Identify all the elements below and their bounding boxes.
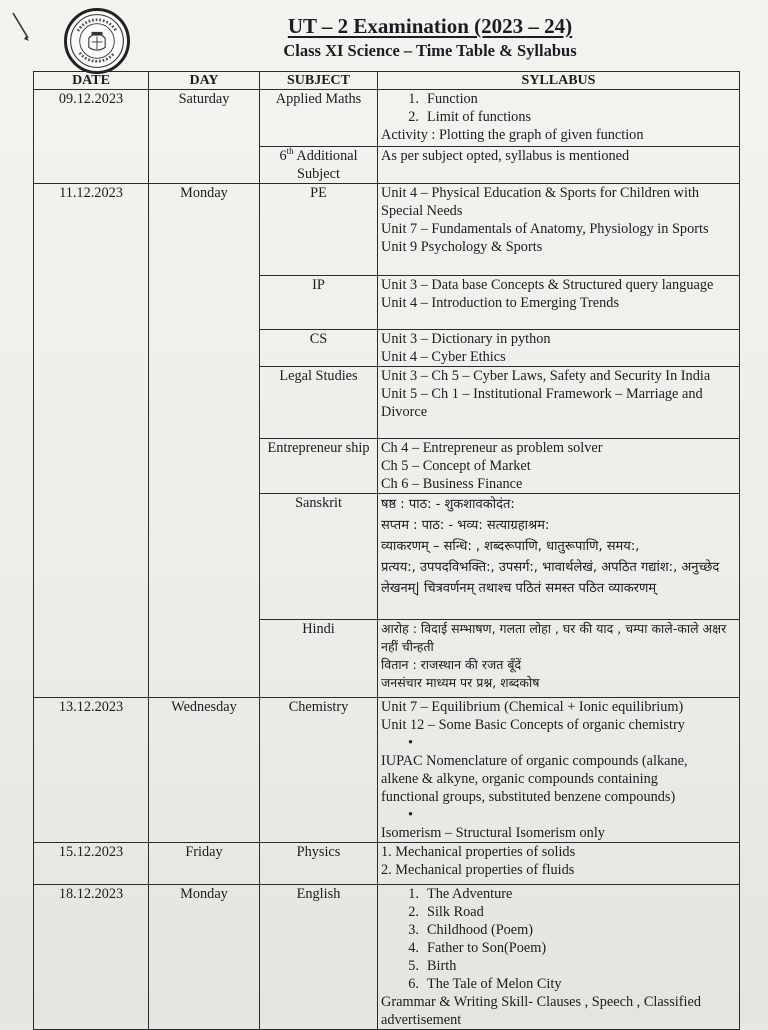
syllabus-item: षष्ठ : पाठ: - शुकशावकोदंत: (381, 497, 515, 512)
item-number: 2. (408, 904, 419, 920)
syllabus-item: व्याकरणम् – सन्धि: , शब्दरूपाणि, धातुरूपाणि, समय:, (381, 539, 640, 554)
table-header-row (34, 72, 740, 90)
item-number: 6. (408, 976, 419, 992)
syllabus-item: Ch 6 – Business Finance (381, 476, 523, 492)
table-row (34, 698, 740, 843)
exam-date: 09.12.2023 (34, 90, 149, 184)
exam-day: Monday (149, 885, 260, 1030)
ordinal-suffix: th (286, 146, 294, 157)
syllabus-item: Ch 5 – Concept of Market (381, 458, 531, 474)
subject-name: Sanskrit (260, 494, 378, 620)
syllabus-cell (378, 439, 740, 494)
syllabus-item: Unit 3 – Dictionary in python (381, 331, 551, 347)
item-text: Childhood (Poem) (427, 922, 534, 938)
syllabus-cell (378, 885, 740, 1030)
syllabus-item (381, 939, 736, 957)
table-row (34, 885, 740, 1030)
syllabus-item: Unit 4 – Physical Education & Sports for Children with Special Needs (381, 185, 700, 219)
item-number: 4. (408, 940, 419, 956)
syllabus-cell (378, 620, 740, 698)
syllabus-item: Unit 12 – Some Basic Concepts of organic chemistry (381, 717, 685, 733)
exam-day: Monday (149, 184, 260, 698)
syllabus-item: Unit 7 – Equilibrium (Chemical + Ionic equilibrium) (381, 699, 684, 715)
subject-name: PE (260, 184, 378, 276)
timetable (33, 71, 740, 1030)
subject-name: Physics (260, 843, 378, 885)
item-text: IUPAC Nomenclature of organic compounds (alkane, alkene & alkyne, organic compounds containing functional groups, substituted benzene compounds) (381, 753, 688, 805)
subject-name: Hindi (260, 620, 378, 698)
item-text: Father to Son(Poem) (427, 940, 547, 956)
syllabus-item (381, 885, 736, 903)
syllabus-item: Unit 4 – Cyber Ethics (381, 349, 506, 365)
syllabus-item (381, 90, 736, 108)
syllabus-item: As per subject opted, syllabus is mentioned (381, 148, 630, 164)
syllabus-item (381, 903, 736, 921)
syllabus-cell (378, 367, 740, 439)
item-text: Isomerism – Structural Isomerism only (381, 825, 605, 841)
table-row (34, 184, 740, 276)
exam-day: Saturday (149, 90, 260, 184)
exam-day: Wednesday (149, 698, 260, 843)
subject-name: Legal Studies (260, 367, 378, 439)
item-text: The Adventure (427, 886, 513, 902)
item-text: Birth (427, 958, 457, 974)
exam-date: 11.12.2023 (34, 184, 149, 698)
item-number: 2. (408, 109, 419, 125)
exam-date: 18.12.2023 (34, 885, 149, 1030)
syllabus-cell (378, 494, 740, 620)
item-number: 5. (408, 958, 419, 974)
column-header-day: DAY (149, 72, 260, 90)
syllabus-item (381, 734, 736, 806)
syllabus-item (381, 806, 736, 842)
syllabus-item: 2. Mechanical properties of fluids (381, 862, 575, 878)
column-header-date: DATE (34, 72, 149, 90)
syllabus-item: Unit 3 – Data base Concepts & Structured query language (381, 277, 714, 293)
page-title: UT – 2 Examination (2023 – 24) (287, 14, 573, 38)
table-row (34, 90, 740, 147)
syllabus-item (381, 108, 736, 126)
exam-date: 15.12.2023 (34, 843, 149, 885)
page-subtitle: Class XI Science – Time Table & Syllabus (283, 41, 577, 60)
item-text: Limit of functions (427, 109, 532, 125)
item-text: Function (427, 91, 478, 107)
exam-day: Friday (149, 843, 260, 885)
subject-name: Applied Maths (260, 90, 378, 147)
syllabus-item (381, 957, 736, 975)
table-row (34, 843, 740, 885)
subject-ordinal: 6 (279, 148, 287, 164)
syllabus-item: वितान : राजस्थान की रजत बूँदें (381, 657, 522, 672)
syllabus-item: सप्तम : पाठ: - भव्य: सत्याग्रहाश्रम: (381, 518, 550, 533)
syllabus-item: Unit 7 – Fundamentals of Anatomy, Physiology in Sports (381, 221, 709, 237)
school-crest-logo (64, 8, 130, 74)
syllabus-item: Unit 5 – Ch 1 – Institutional Framework – Marriage and Divorce (381, 386, 703, 420)
syllabus-item: जनसंचार माध्यम पर प्रश्न, शब्दकोष (381, 675, 540, 690)
subject-name: IP (260, 276, 378, 330)
item-number: 1. (408, 91, 419, 107)
item-text: The Tale of Melon City (427, 976, 562, 992)
syllabus-cell (378, 184, 740, 276)
column-header-subject: SUBJECT (260, 72, 378, 90)
syllabus-cell (378, 276, 740, 330)
bullet-marker: • (407, 807, 413, 823)
syllabus-item: Unit 3 – Ch 5 – Cyber Laws, Safety and Security In India (381, 368, 711, 384)
syllabus-item: आरोह : विदाई सम्भाषण, गलता लोहा , घर की याद , चम्पा काले-काले अक्षर नहीं चीन्हती (381, 621, 727, 654)
syllabus-item: Activity : Plotting the graph of given function (381, 127, 644, 143)
subject-label: Additional Subject (293, 148, 358, 182)
syllabus-item: Unit 4 – Introduction to Emerging Trends (381, 295, 620, 311)
syllabus-item (381, 921, 736, 939)
subject-name: Chemistry (260, 698, 378, 843)
exam-date: 13.12.2023 (34, 698, 149, 843)
syllabus-cell (378, 843, 740, 885)
item-number: 3. (408, 922, 419, 938)
syllabus-item: Grammar & Writing Skill- Clauses , Speech , Classified advertisement (381, 994, 701, 1028)
item-number: 1. (408, 886, 419, 902)
syllabus-item: 1. Mechanical properties of solids (381, 844, 576, 860)
subject-name: CS (260, 330, 378, 367)
subject-name (260, 147, 378, 184)
syllabus-cell (378, 147, 740, 184)
syllabus-item: Unit 9 Psychology & Sports (381, 239, 543, 255)
syllabus-cell (378, 90, 740, 147)
syllabus-item (381, 975, 736, 993)
item-text: Silk Road (427, 904, 484, 920)
syllabus-cell (378, 698, 740, 843)
subject-name: Entrepreneur ship (260, 439, 378, 494)
syllabus-item: Ch 4 – Entrepreneur as problem solver (381, 440, 603, 456)
syllabus-cell (378, 330, 740, 367)
bullet-marker: • (407, 735, 413, 751)
subject-name: English (260, 885, 378, 1030)
syllabus-item: प्रत्यय:, उपपदविभक्ति:, उपसर्ग:, भावार्थलेखं, अपठित गद्यांश:, अनुच्छेद लेखनम्| चित्रवर्णनम् तथाश्च पठितं समस्त पठित व्याकरणम् (381, 560, 720, 596)
column-header-syllabus: SYLLABUS (378, 72, 740, 90)
pen-stroke-mark (10, 10, 32, 44)
